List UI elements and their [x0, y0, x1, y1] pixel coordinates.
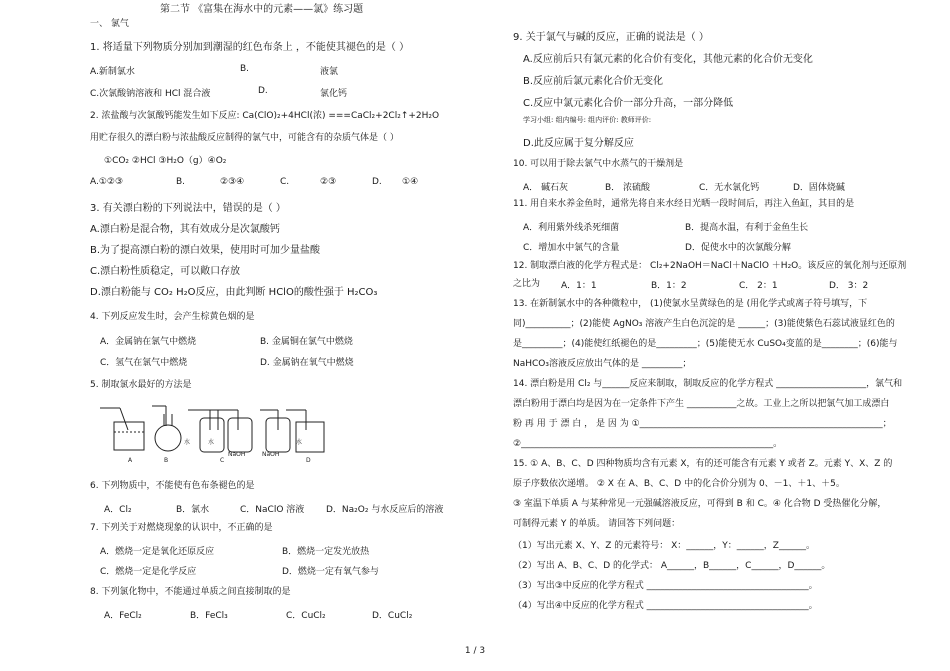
q14-line-3: 粉 再 用 于 漂 白 ， 是 因 为 ①______________________________________________________； [513, 419, 892, 429]
q9-option-a: A.反应前后只有氯元素的化合价有变化，其他元素的化合价无变化 [523, 54, 813, 65]
q10-option-b: B． 浓硫酸 [605, 183, 651, 193]
q14-line-2: 漂白粉用于漂白均是因为在一定条件下产生 ___________之故。工业上之所以把氯气加工成漂白 [513, 399, 890, 409]
q7-option-b: B．燃烧一定发光放热 [282, 547, 370, 557]
q13-line-1: 13. 在新制氯水中的各种微粒中， (1)使氯水呈黄绿色的是 (用化学式或离子符号填写，下 [513, 299, 868, 309]
q14-line-4: ②________________________________________________________。 [513, 439, 783, 449]
q3-option-b: B.为了提高漂白粉的漂白效果，使用时可加少量盐酸 [90, 245, 321, 256]
q13-line-2: 同)__________；(2)能使 AgNO₃ 溶液产生白色沉淀的是 ______；(3)能使紫色石蕊试液显红色的 [513, 319, 895, 329]
q3-stem: 3. 有关漂白粉的下列说法中，错误的是（ ） [90, 203, 286, 214]
q8-option-b: B．FeCl₃ [190, 611, 228, 621]
q10-option-d: D．固体烧碱 [793, 183, 845, 193]
q11-option-d: D．促使水中的次氯酸分解 [685, 243, 791, 253]
q2-option-d-letter: D. [372, 177, 382, 187]
q7-option-a: A．燃烧一定是氧化还原反应 [100, 547, 215, 557]
q2-option-b: ②③④ [220, 177, 245, 187]
q7-stem: 7. 下列关于对燃烧现象的认识中，不正确的是 [90, 523, 273, 533]
diagram-label-c: C [220, 457, 225, 464]
q8-stem: 8. 下列氯化物中，不能通过单质之间直接制取的是 [90, 587, 291, 597]
diagram-label-water-3: 水 [296, 439, 303, 446]
q9-option-c: C.反应中氯元素化合价一部分升高，一部分降低 [523, 98, 734, 109]
q6-option-c: C．NaClO 溶液 [240, 505, 305, 515]
diagram-label-d: D [306, 457, 311, 464]
q4-option-a: A．金属钠在氯气中燃烧 [100, 337, 197, 347]
section-heading: 一、 氯气 [90, 19, 129, 29]
q2-choices: ①CO₂ ②HCl ③H₂O（g）④O₂ [104, 156, 227, 166]
q13-line-3: 是_________；(4)能使红纸褪色的是_________；(5)能使无水 CuSO₄变蓝的是________；(6)能与 [513, 339, 898, 349]
q4-option-d: D. 金属钠在氧气中燃烧 [260, 358, 354, 368]
q15-line-3: ③ 室温下单质 A 与某种常见一元强碱溶液反应，可得到 B 和 C。④ 化合物 D 受热催化分解， [513, 499, 887, 509]
q1-option-d-letter: D. [258, 86, 268, 96]
q13-line-4: NaHCO₃溶液反应放出气体的是 _________； [513, 359, 692, 369]
q2-stem-2: 用贮存很久的漂白粉与浓盐酸反应制得的氯气中，可能含有的杂质气体是（ ） [90, 133, 399, 143]
q12-line-2: 之比为 [513, 279, 541, 289]
q2-option-b-letter: B. [176, 177, 186, 187]
q11-stem: 11. 用自来水养金鱼时，通常先将自来水经日光晒一段时间后，再注入鱼缸，其目的是 [513, 199, 855, 209]
q2-option-a: A.①②③ [90, 177, 124, 187]
page-number: 1 / 3 [464, 646, 486, 656]
diagram-label-a: A [128, 457, 133, 464]
q2-option-d: ①④ [402, 177, 419, 187]
q1-option-d: 氯化钙 [320, 89, 348, 99]
q9-option-d: D.此反应属于复分解反应 [523, 138, 634, 149]
q12-line-1: 12. 制取漂白液的化学方程式是： Cl₂+2NaOH＝NaCl＋NaClO ＋H₂O。该反应的氧化剂与还原剂 [513, 261, 907, 271]
q11-option-c: C．增加水中氯气的含量 [523, 243, 620, 253]
diagram-label-naoh-2: NaOH [262, 451, 280, 458]
q4-stem: 4. 下列反应发生时，会产生棕黄色烟的是 [90, 312, 255, 322]
q1-option-a: A.新制氯水 [90, 67, 135, 77]
q12-option-d: D． 3：2 [829, 281, 869, 291]
q10-stem: 10. 可以用于除去氯气中水蒸气的干燥剂是 [513, 159, 684, 169]
q1-option-c: C.次氯酸钠溶液和 HCl 混合液 [90, 89, 211, 99]
q11-option-a: A．利用紫外线杀死细菌 [523, 223, 620, 233]
diagram-label-water-2: 水 [208, 439, 215, 446]
q5-stem: 5. 制取氯水最好的方法是 [90, 380, 192, 390]
q15-subq-3: （3）写出③中反应的化学方程式 ____________________________________。 [513, 581, 818, 591]
q12-option-b: B．1：2 [651, 281, 687, 291]
q1-option-b-letter: B. [240, 64, 250, 74]
q14-line-1: 14. 漂白粉是用 Cl₂ 与______反应来制取，制取反应的化学方程式 ____________________，氯气和 [513, 379, 903, 389]
q6-option-b: B．氯水 [176, 505, 210, 515]
diagram-label-water-1: 水 [184, 439, 191, 446]
q3-option-c: C.漂白粉性质稳定，可以敞口存放 [90, 266, 241, 277]
q15-subq-2: （2）写出 A、B、C、D 的化学式： A______，B______，C______，D______。 [513, 561, 831, 571]
q7-option-d: D．燃烧一定有氧气参与 [282, 567, 379, 577]
q9-option-b: B.反应前后氯元素化合价无变化 [523, 76, 664, 87]
diagram-label-b: B [164, 457, 169, 464]
q8-option-d: D．CuCl₂ [372, 611, 413, 621]
q15-line-1: 15. ① A、B、C、D 四种物质均含有元素 X，有的还可能含有元素 Y 或者 Z。元素 Y、X、Z 的 [513, 459, 893, 469]
q11-option-b: B．提高水温，有利于金鱼生长 [685, 223, 809, 233]
q6-option-a: A．Cl₂ [104, 505, 132, 515]
q9-stem: 9. 关于氯气与碱的反应，正确的说法是（ ） [513, 32, 709, 43]
q12-option-c: C． 2：1 [739, 281, 778, 291]
q12-option-a: A．1：1 [561, 281, 597, 291]
q4-option-c: C．氢气在氯气中燃烧 [100, 358, 188, 368]
q1-option-b: 液氯 [320, 67, 339, 77]
q15-subq-1: （1）写出元素 X、Y、Z 的元素符号： X：______，Y：______，Z______。 [513, 541, 815, 551]
q6-option-d: D．Na₂O₂ 与水反应后的溶液 [326, 505, 444, 515]
q3-option-d: D.漂白粉能与 CO₂ H₂O反应，由此判断 HClO的酸性强于 H₂CO₃ [90, 287, 378, 298]
q7-option-c: C．燃烧一定是化学反应 [100, 567, 197, 577]
q8-option-a: A．FeCl₂ [104, 611, 142, 621]
q2-option-c: ②③ [320, 177, 337, 187]
q1-stem: 1. 将适量下列物质分别加到潮湿的红色布条上 ，不能使其褪色的是（ ） [90, 42, 410, 53]
q8-option-c: C．CuCl₂ [286, 611, 326, 621]
q2-stem-1: 2. 浓盐酸与次氯酸钙能发生如下反应: Ca(ClO)₂+4HCl(浓) ===CaCl₂+2Cl₂↑+2H₂O [90, 111, 440, 121]
q10-option-c: C．无水氯化钙 [699, 183, 760, 193]
diagram-label-naoh-1: NaOH [228, 451, 246, 458]
evaluation-line: 学习小组: 组内编号: 组内评价: 教师评价: [523, 116, 652, 124]
q15-subq-4: （4）写出④中反应的化学方程式 ____________________________________。 [513, 601, 818, 611]
q2-option-c-letter: C. [280, 177, 290, 187]
q3-option-a: A.漂白粉是混合物，其有效成分是次氯酸钙 [90, 224, 280, 235]
q15-line-4: 可制得元素 Y 的单质。 请回答下列问题： [513, 519, 681, 529]
page-title: 第二节 《富集在海水中的元素——氯》练习题 [160, 4, 364, 15]
q6-stem: 6. 下列物质中，不能使有色布条褪色的是 [90, 481, 255, 491]
q4-option-b: B. 金属铜在氯气中燃烧 [260, 337, 353, 347]
q15-line-2: 原子序数依次递增。 ② X 在 A、B、C、D 中的化合价分别为 0、－1、＋1、＋5。 [513, 479, 845, 489]
q5-apparatus-diagram [100, 400, 340, 470]
q10-option-a: A． 碱石灰 [523, 183, 569, 193]
